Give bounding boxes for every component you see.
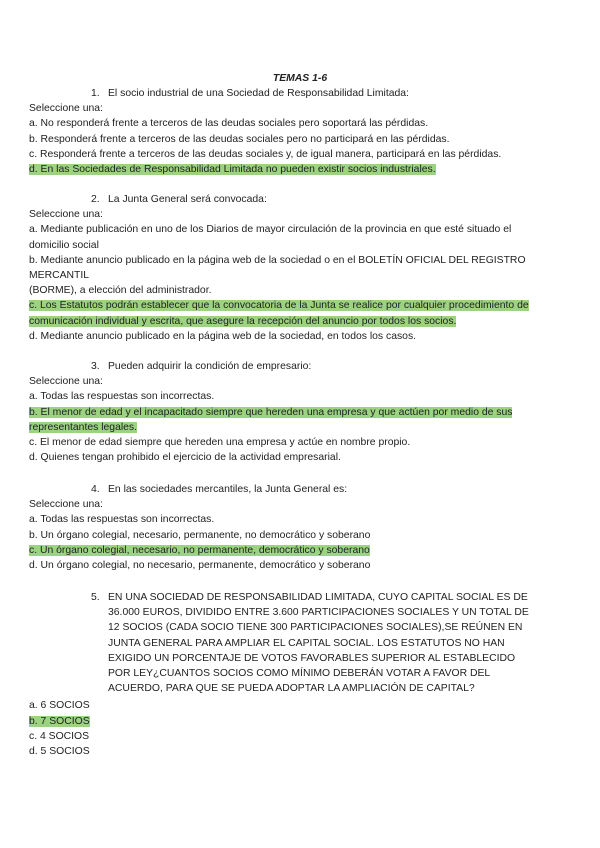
question-text: Pueden adquirir la condición de empresario: [108,361,312,372]
question-heading [0,590,600,696]
option-b: b. Un órgano colegial, necesario, permanente, no democrático y soberano [29,529,371,541]
option-a: a. Todas las respuestas son incorrectas. [29,391,215,403]
option-c: c. 4 SOCIOS [29,730,90,742]
option-c: c. Responderá frente a terceros de las deudas sociales y, de igual manera, participará en las pérdidas. [29,148,502,160]
question-heading [0,482,600,497]
option-d: d. Quienes tengan prohibido el ejercicio de la actividad empresarial. [29,452,341,464]
question-number: 1. [91,88,100,99]
option-d-correct: d. En las Sociedades de Responsabilidad Limitada no pueden existir socios industriales. [29,164,436,176]
option-a: a. Mediante publicación en uno de los Diarios de mayor circulación de la provincia en que esté situado el domicilio social [29,224,512,251]
question-prompt: Seleccione una: [29,499,103,511]
question-3 [0,359,600,465]
question-1 [0,86,600,177]
question-number: 4. [91,484,100,495]
option-c: c. El menor de edad siempre que hereden una empresa y actúe en nombre propio. [29,437,411,449]
option-b-continued: (BORME), a elección del administrador. [29,285,212,297]
option-d: d. Mediante anuncio publicado en la página web de la sociedad, en todos los casos. [29,330,417,342]
option-d: d. 5 SOCIOS [29,746,90,758]
option-b-correct: b. 7 SOCIOS [29,715,90,727]
option-c-correct: c. Un órgano colegial, necesario, no permanente, democrático y soberano [29,544,370,556]
option-c-correct: c. Los Estatutos podrán establecer que la convocatoria de la Junta se realice por cualquier procedimiento de comunicación individual y escrita, que asegure la recepción del anuncio por todos los socios. [29,300,529,327]
question-heading [0,86,600,101]
question-heading [0,359,600,374]
question-number: 5. [91,592,100,603]
question-5 [0,590,600,759]
option-b-correct: b. El menor de edad y el incapacitado siempre que hereden una empresa y que actúen por medio de sus representantes legales. [29,406,513,433]
question-number: 3. [91,361,100,372]
question-4 [0,482,600,573]
option-a: a. Todas las respuestas son incorrectas. [29,514,215,526]
option-b: b. Responderá frente a terceros de las deudas sociales pero no participará en las pérdidas. [29,133,450,145]
option-b: b. Mediante anuncio publicado en la página web de la sociedad o en el BOLETÍN OFICIAL DEL REGISTRO MERCANTIL [29,254,526,282]
option-d: d. Un órgano colegial, no necesario, permanente, democrático y soberano [29,560,371,572]
option-a: a. No responderá frente a terceros de las deudas sociales pero soportará las pérdidas. [29,118,429,130]
question-text: La Junta General será convocada: [108,194,267,205]
question-prompt: Seleccione una: [29,103,103,115]
question-heading [0,192,600,207]
question-2 [0,192,600,344]
question-prompt: Seleccione una: [29,209,103,221]
question-prompt: Seleccione una: [29,376,103,388]
question-text: EN UNA SOCIEDAD DE RESPONSABILIDAD LIMITADA, CUYO CAPITAL SOCIAL ES DE 36.000 EUROS, DIVIDIDO ENTRE 3.600 PARTICIPACIONES SOCIALES Y UN TOTAL DE 12 SOCIOS (CADA SOCIO TIENE 300 PARTICIPACIONES SOCIALES),SE REÚNEN EN JUNTA GENERAL PARA AMPLIAR EL CAPITAL SOCIAL. LOS ESTATUTOS NO HAN EXIGIDO UN PORCENTAJE DE VOTOS FAVORABLES SUPERIOR AL ESTABLECIDO POR LEY¿CUANTOS SOCIOS COMO MÍNIMO DEBERÁN VOTAR A FAVOR DEL ACUERDO, PARA QUE SE PUEDA ADOPTAR LA AMPLIACIÓN DE CAPITAL? [108,592,529,695]
option-a: a. 6 SOCIOS [29,700,90,712]
question-text: En las sociedades mercantiles, la Junta General es: [108,484,348,495]
question-number: 2. [91,194,100,205]
document-title: TEMAS 1-6 [272,73,328,84]
question-text: El socio industrial de una Sociedad de Responsabilidad Limitada: [108,88,409,99]
